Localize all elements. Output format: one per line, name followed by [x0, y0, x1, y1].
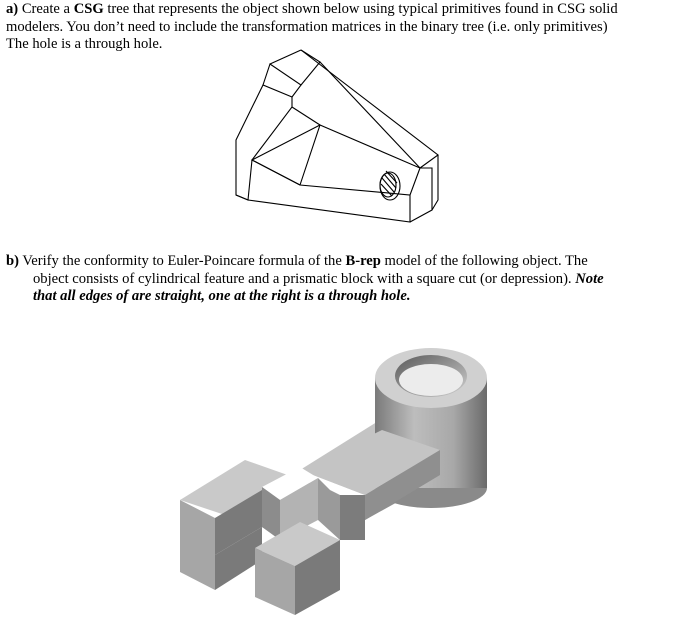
question-b-line-1: b) Verify the conformity to Euler-Poincare formula of the B-rep model of the following object. The — [6, 253, 588, 269]
question-a-label: a) — [6, 1, 19, 17]
question-a-line-3: The hole is a through hole. — [6, 36, 163, 52]
question-a-line-1: a) Create a CSG tree that represents the object shown below using typical primitives found in CSG solid — [6, 1, 618, 17]
question-a-line-2: modelers. You don’t need to include the transformation matrices in the binary tree (i.e. only primitives) — [6, 18, 608, 35]
question-b-label: b) — [6, 253, 19, 269]
question-b-line-3: that all edges of are straight, one at the right is a through hole. — [33, 288, 411, 304]
question-b-line-2: object consists of cylindrical feature and a prismatic block with a square cut (or depression). Note — [33, 270, 604, 287]
